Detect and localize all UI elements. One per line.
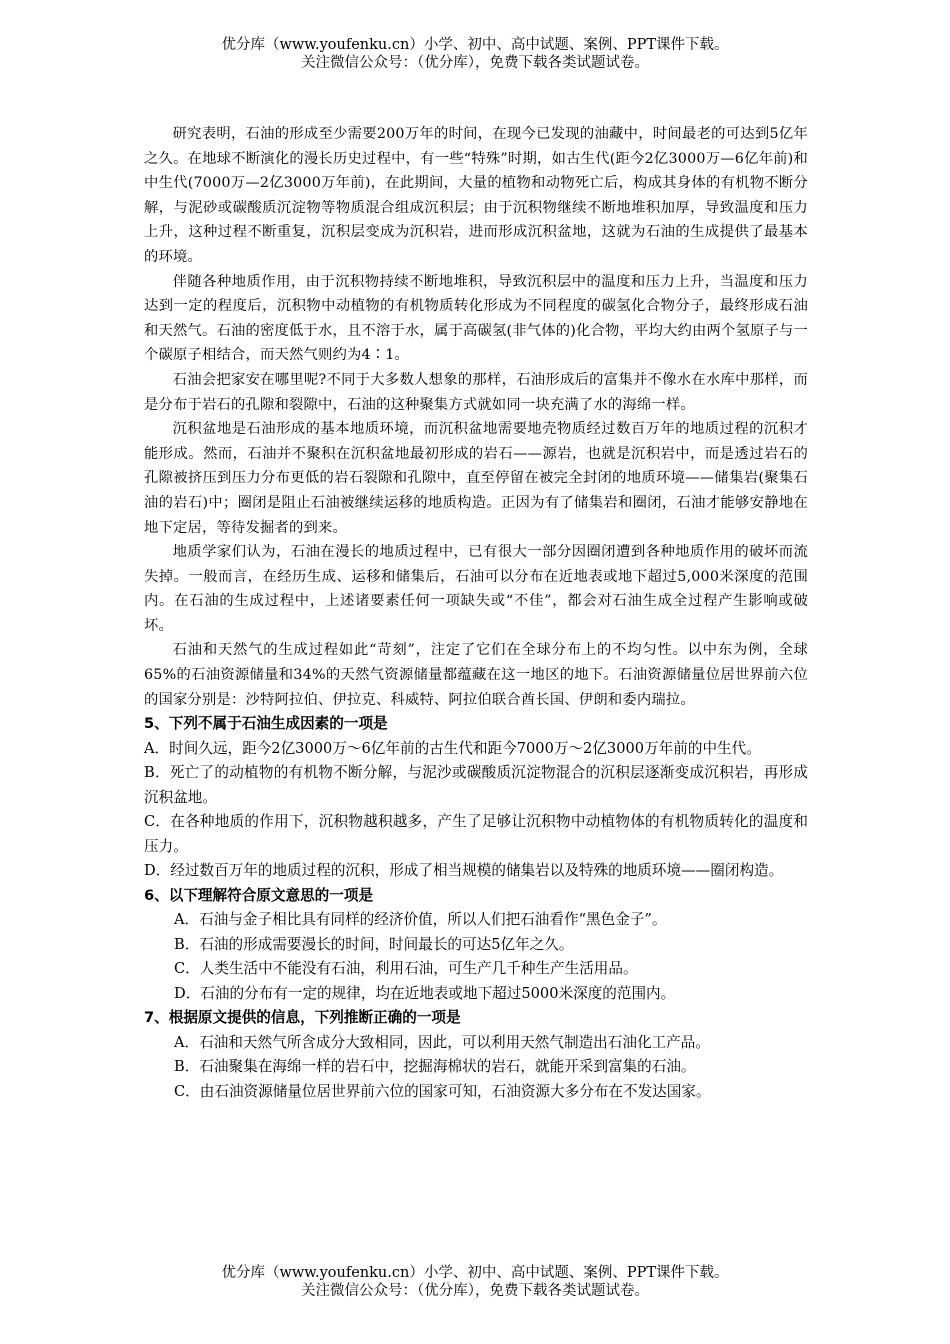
- passage-paragraph: 石油和天然气的生成过程如此“苛刻”，注定了它们在全球分布上的不均匀性。以中东为例，全球65%的石油资源储量和34%的天然气资源储量都蕴藏在这一地区的地下。石油资源储量位居世界前六位的国家分别是：沙特阿拉伯、伊拉克、科威特、阿拉伯联合酋长国、伊朗和委内瑞拉。: [144, 642, 808, 708]
- question-5: [144, 712, 808, 884]
- passage-paragraph: 研究表明，石油的形成至少需要200万年的时间，在现今已发现的油藏中，时间最老的可达到5亿年之久。在地球不断演化的漫长历史过程中，有一些“特殊”时期，如古生代(距今2亿3000万—6亿年前)和中生代(7000万—2亿3000万年前)，在此期间，大量的植物和动物死亡后，构成其身体的有机物不断分解，与泥砂或碳酸质沉淀物等物质混合组成沉积层；由于沉积物继续不断地堆积加厚，导致温度和压力上升，这种过程不断重复，沉积层变成为沉积岩，进而形成沉积盆地，这就为石油的生成提供了最基本的环境。: [144, 126, 808, 265]
- question-7: [144, 1006, 808, 1104]
- question-6: [144, 884, 808, 1007]
- question-title: 7、根据原文提供的信息，下列推断正确的一项是: [144, 1009, 461, 1027]
- option-a: A．石油和天然气所含成分大致相同，因此，可以利用天然气制造出石油化工产品。: [174, 1033, 710, 1051]
- passage-paragraph: 石油会把家安在哪里呢?不同于大多数人想象的那样，石油形成后的富集并不像水在水库中那样，而是分布于岩石的孔隙和裂隙中，石油的这种聚集方式就如同一块充满了水的海绵一样。: [144, 371, 808, 413]
- option-b: B．石油聚集在海绵一样的岩石中，挖掘海棉状的岩石，就能开采到富集的石油。: [174, 1058, 696, 1076]
- option-b: B．石油的形成需要漫长的时间，时间最长的可达5亿年之久。: [174, 935, 574, 953]
- option-b: B．死亡了的动植物的有机物不断分解，与泥沙或碳酸质沉淀物混合的沉积层逐渐变成沉积岩，再形成沉积盆地。: [144, 764, 808, 806]
- main-content: [144, 122, 808, 1104]
- passage-paragraph: 沉积盆地是石油形成的基本地质环境，而沉积盆地需要地壳物质经过数百万年的地质过程的沉积才能形成。然而，石油并不聚积在沉积盆地最初形成的岩石——源岩，也就是沉积岩中，而是透过岩石的孔隙被挤压到压力分布更低的岩石裂隙和孔隙中，直至停留在被完全封闭的地质环境——储集岩(聚集石油的岩石)中；圈闭是阻止石油被继续运移的地质构造。正因为有了储集岩和圈闭，石油才能够安静地在地下定居，等待发掘者的到来。: [144, 421, 808, 536]
- option-d: D．经过数百万年的地质过程的沉积，形成了相当规模的储集岩以及特殊的地质环境——圈闭构造。: [144, 862, 784, 880]
- option-a: A．时间久远，距今2亿3000万～6亿年前的古生代和距今7000万～2亿3000万年前的中生代。: [144, 739, 761, 757]
- footer-line-2: 关注微信公众号：（优分库），免费下载各类试题试卷。: [301, 1283, 649, 1299]
- header-line-1: 优分库（www.youfenku.cn）小学、初中、高中试题、案例、PPT课件下载。: [221, 37, 729, 53]
- option-c: C．人类生活中不能没有石油，利用石油，可生产几千种生产生活用品。: [174, 960, 638, 978]
- option-c: C．由石油资源储量位居世界前六位的国家可知，石油资源大多分布在不发达国家。: [174, 1082, 711, 1100]
- reading-passage: [144, 122, 808, 712]
- option-a: A．石油与金子相比具有同样的经济价值，所以人们把石油看作“黑色金子”。: [174, 911, 667, 929]
- page-footer: [0, 1264, 950, 1300]
- option-c: C．在各种地质的作用下，沉积物越积越多，产生了足够让沉积物中动植物体的有机物质转化的温度和压力。: [144, 813, 808, 855]
- question-title: 5、下列不属于石油生成因素的一项是: [144, 715, 388, 733]
- question-title: 6、以下理解符合原文意思的一项是: [144, 886, 374, 904]
- option-d: D．石油的分布有一定的规律，均在近地表或地下超过5000米深度的范围内。: [174, 984, 676, 1002]
- passage-paragraph: 伴随各种地质作用，由于沉积物持续不断地堆积，导致沉积层中的温度和压力上升，当温度和压力达到一定的程度后，沉积物中动植物的有机物质转化形成为不同程度的碳氢化合物分子，最终形成石油和天然气。石油的密度低于水，且不溶于水，属于高碳氢(非气体的)化合物，平均大约由两个氢原子与一个碳原子相结合，而天然气则约为4∶1。: [144, 273, 808, 364]
- passage-paragraph: 地质学家们认为，石油在漫长的地质过程中，已有很大一部分因圈闭遭到各种地质作用的破坏而流失掉。一般而言，在经历生成、运移和储集后，石油可以分布在近地表或地下超过5,000米深度的范围内。在石油的生成过程中，上述诸要素任何一项缺失或“不佳”，都会对石油生成全过程产生影响或破坏。: [144, 544, 808, 634]
- footer-line-1: 优分库（www.youfenku.cn）小学、初中、高中试题、案例、PPT课件下载。: [221, 1265, 729, 1281]
- header-line-2: 关注微信公众号：（优分库），免费下载各类试题试卷。: [301, 55, 649, 71]
- page-header: [0, 36, 950, 72]
